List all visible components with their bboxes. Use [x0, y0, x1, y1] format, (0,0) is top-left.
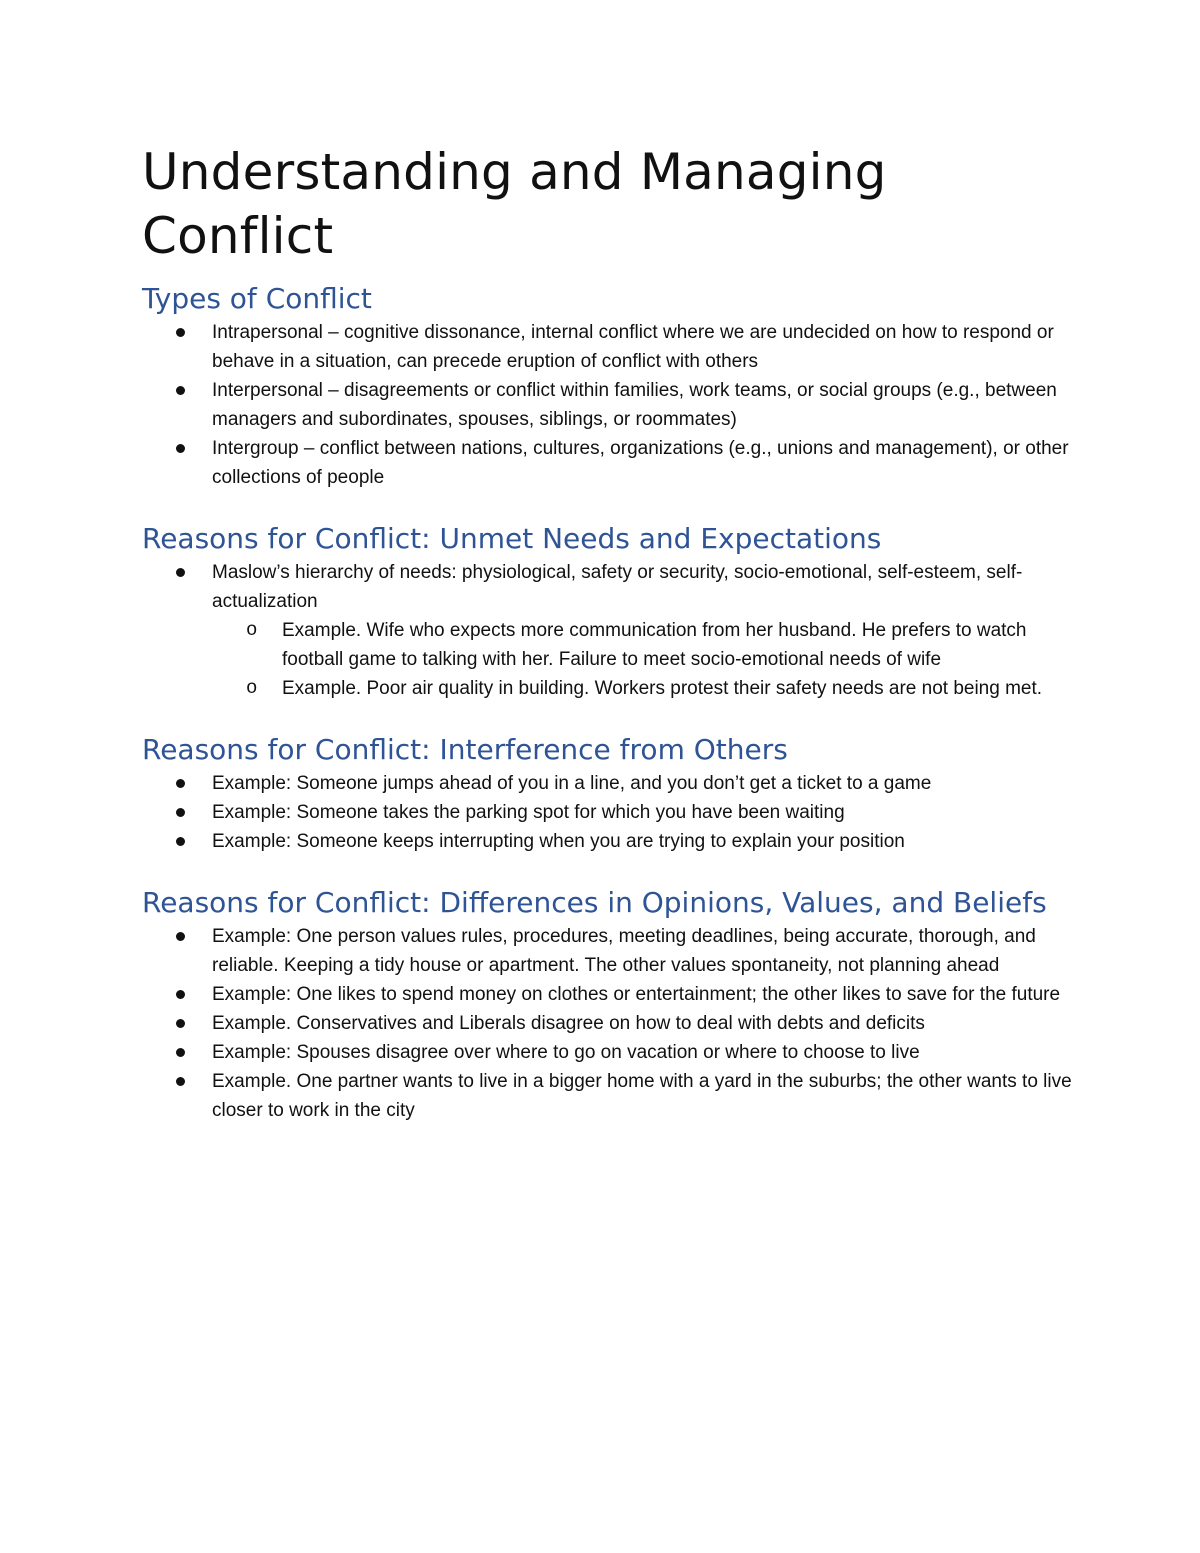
bullet-icon	[176, 837, 185, 846]
list-item-text: Example: Someone takes the parking spot for which you have been waiting	[212, 802, 845, 823]
section-heading: Types of Conflict	[142, 282, 372, 315]
bullet-icon	[176, 779, 185, 788]
bullet-icon	[176, 990, 185, 999]
bullet-icon	[176, 1077, 185, 1086]
bullet-icon	[176, 444, 185, 453]
bullet-icon	[176, 1048, 185, 1057]
bullet-list	[142, 558, 1072, 703]
sub-list-item	[212, 616, 1072, 674]
list-item-text: Intergroup – conflict between nations, cultures, organizations (e.g., unions and management), or other collections of people	[212, 438, 1069, 488]
list-item-text: Example: Spouses disagree over where to go on vacation or where to choose to live	[212, 1042, 920, 1063]
list-item	[142, 1009, 1072, 1038]
list-item-text: Example. Conservatives and Liberals disagree on how to deal with debts and deficits	[212, 1013, 925, 1034]
section-heading: Reasons for Conflict: Differences in Opinions, Values, and Beliefs	[142, 886, 1047, 919]
bullet-icon	[176, 808, 185, 817]
section-heading: Reasons for Conflict: Unmet Needs and Expectations	[142, 522, 882, 555]
list-item-text: Maslow’s hierarchy of needs: physiological, safety or security, socio-emotional, self-esteem, self-actualization	[212, 562, 1023, 612]
bullet-icon	[176, 932, 185, 941]
sub-bullet-list	[212, 616, 1072, 703]
document-body	[142, 140, 1072, 1155]
section-interference	[142, 733, 1072, 856]
list-item	[142, 376, 1072, 434]
bullet-icon	[176, 568, 185, 577]
list-item	[142, 434, 1072, 492]
section-differences	[142, 886, 1072, 1125]
bullet-icon	[176, 328, 185, 337]
list-item-text: Example: Someone jumps ahead of you in a line, and you don’t get a ticket to a game	[212, 773, 932, 794]
list-item-text: Example: Someone keeps interrupting when you are trying to explain your position	[212, 831, 905, 852]
section-types-of-conflict	[142, 282, 1072, 492]
bullet-list	[142, 769, 1072, 856]
list-item	[142, 769, 1072, 798]
bullet-icon	[176, 1019, 185, 1028]
bullet-icon	[176, 386, 185, 395]
list-item	[142, 827, 1072, 856]
list-item	[142, 798, 1072, 827]
sub-list-item-text: Example. Poor air quality in building. Workers protest their safety needs are not being met.	[282, 678, 1043, 699]
hollow-bullet-icon: o	[246, 619, 258, 641]
list-item-text: Example. One partner wants to live in a bigger home with a yard in the suburbs; the other wants to live closer to work in the city	[212, 1071, 1072, 1121]
list-item	[142, 980, 1072, 1009]
section-unmet-needs	[142, 522, 1072, 703]
list-item	[142, 1038, 1072, 1067]
page-title: Understanding and Managing Conflict	[142, 143, 887, 265]
list-item	[142, 1067, 1072, 1125]
list-item	[142, 922, 1072, 980]
bullet-list	[142, 318, 1072, 492]
hollow-bullet-icon: o	[246, 677, 258, 699]
list-item	[142, 318, 1072, 376]
sub-list-item-text: Example. Wife who expects more communication from her husband. He prefers to watch football game to talking with her. Failure to meet socio-emotional needs of wife	[282, 620, 1027, 670]
section-heading: Reasons for Conflict: Interference from Others	[142, 733, 788, 766]
list-item-text: Interpersonal – disagreements or conflict within families, work teams, or social groups (e.g., between managers and subordinates, spouses, siblings, or roommates)	[212, 380, 1057, 430]
list-item-text: Example: One likes to spend money on clothes or entertainment; the other likes to save for the future	[212, 984, 1061, 1005]
list-item-text: Example: One person values rules, procedures, meeting deadlines, being accurate, thorough, and reliable. Keeping a tidy house or apartment. The other values spontaneity, not planning ahead	[212, 926, 1036, 976]
sub-list-item	[212, 674, 1072, 703]
bullet-list	[142, 922, 1072, 1125]
list-item	[142, 558, 1072, 703]
list-item-text: Intrapersonal – cognitive dissonance, internal conflict where we are undecided on how to respond or behave in a situation, can precede eruption of conflict with others	[212, 322, 1054, 372]
